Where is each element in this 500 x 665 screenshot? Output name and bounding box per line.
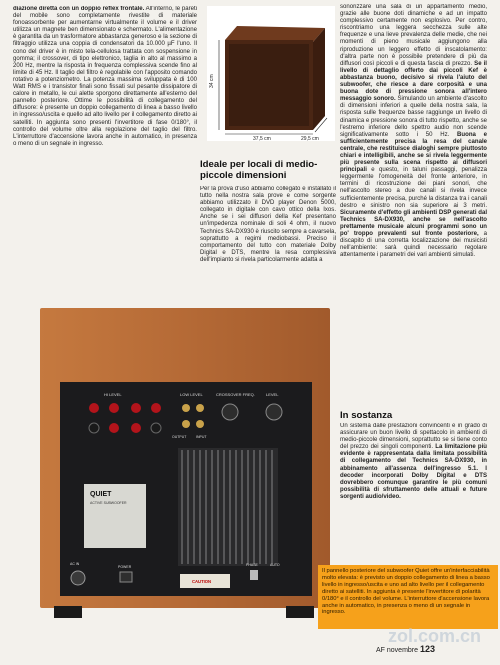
rear-panel-svg — [40, 308, 330, 623]
dim-depth-label: 29,5 cm — [301, 136, 319, 141]
right-p3: Simulando un ambiente d'ascolto di dimensioni inferiori a quelle della nostra sala, la risposta sulle frequenze basse raggiunge un livello di dinamica e pressione sonora di tutto rispetto, anche se l'estremo inferiore dello spettro audio non scende significativamente sotto i 50 Hz. — [340, 96, 487, 138]
subwoofer-dimension-svg — [207, 6, 335, 141]
panel-label-output: OUTPUT — [172, 435, 187, 439]
level-knob[interactable] — [266, 404, 282, 420]
panel-label-ac-in: AC IN — [70, 562, 80, 566]
panel-label-level: LEVEL — [266, 392, 279, 397]
panel-label-low-level: LOW LEVEL — [180, 392, 203, 397]
conclusion-text — [340, 423, 487, 563]
page-footer — [376, 644, 435, 654]
panel-label-power: POWER — [118, 565, 132, 569]
right-p5: e questo, in taluni passaggi, penalizza leggermente l'omogeneità del fronte anteriore, in termini di ricostruzione dei piani sonori, che nell'ascolto stereo a due canali si rivela invece sufficientemente precisa, purché la distanza tra i canali destro e sinistro non sia superiore ai 3 metri. — [340, 167, 487, 209]
subwoofer-rear-photo — [40, 308, 330, 623]
panel-label-auto: AUTO — [270, 563, 280, 567]
watermark: zol.com.cn — [388, 626, 482, 646]
brand-label: QUIET — [90, 491, 112, 498]
right-p6-bold: Sicuramente d'effetto gli ambienti DSP generati dal Technics SA-DX930, anche se nell'ascolto prettamente musicale alcuni programmi sono un po' troppo prevalenti sul fronte posteriore, — [340, 209, 487, 237]
middle-column-text: Per la prova d'uso abbiamo collegato e installato il tutto nella nostra sala prove e come sorgente abbiamo utilizzato il DVD player Denon 5000, collegato in digitale con cavo ottico della Ixos. Anche se i sei diffusori della Kef presentano un'impedenza nominale di soli 4 ohm, il nuovo Technics SA-DX930 è riuscito sempre a cavarsela, soprattutto a regimi mediobassi. Preciso il comportamento del tutto con materiale Dolby Digital e DTS, mentre la resa complessiva dell'impianto si rivela particolarmente adatta a — [200, 186, 336, 263]
right-p4-bold: Buona e sufficientemente precisa la resa del canale centrale, che restituisce dialoghi sempre piuttosto chiari e intelligibili, anche se si rivela leggermente più presente sulla scena rispetto ai diffusori principali — [340, 131, 487, 174]
power-inlet[interactable] — [71, 571, 85, 585]
dim-height-label: 34 cm — [209, 74, 215, 88]
right-p7: a discapito di una corretta localizzazione dei musicisti nell'ambiente: sarà quindi necessario regolare attentamente i parametri dei vari ambienti simulati. — [340, 231, 487, 259]
dim-width-label: 37,5 cm — [253, 136, 271, 141]
model-label: ACTIVE SUBWOOFER — [90, 501, 127, 505]
right-column-text — [340, 4, 487, 369]
subwoofer-dimension-figure — [207, 6, 335, 141]
section-heading-in-sostanza: In sostanza — [340, 410, 393, 421]
photo-caption: Il pannello posteriore del subwoofer Quiet offre un'interfacciabilità molto elevata: è previsto un doppio collegamento di linea a basso livello in ingresso/uscita e uno ad alto livello per il collegamento diretto ai satelliti. In aggiunta è presente l'invertitore di polarità 0/180° e il controllo del volume. L'interruttore d'accensione lavora anche in automatico, in presenza o meno di un segnale in ingresso. — [318, 565, 498, 629]
crossover-knob[interactable] — [222, 404, 238, 420]
power-switch[interactable] — [120, 572, 132, 582]
conclusion-p1: Un sistema dalle prestazioni convincenti e in grado di assicurare un buon livello di spettacolo in ambienti di medio-piccole dimensioni, soprattutto se si tiene conto del prezzo dei singoli componenti. — [340, 423, 487, 451]
panel-label-input: INPUT — [196, 435, 207, 439]
page-number: 123 — [419, 644, 436, 654]
left-column-text — [13, 6, 197, 298]
heatsink — [178, 448, 278, 566]
left-lead-bold: diazione diretta con un doppio reflex frontale. — [13, 6, 145, 12]
panel-label-hi-level: HI LEVEL — [104, 392, 122, 397]
left-body: All'interno, le pareti del mobile sono completamente rivestite di materiale fonoassorbente per aumentarne virtualmente il volume e il driver utilizza un magnete ben dimensionato e schermato. L'alimentazione è garantita da un trasformatore abbastanza generoso e la sezione di filtraggio utilizza una coppia di condensatori da 10.000 µF l'uno. Il cono del driver è in misto tela-cellulosa trattata con sospensione in gomma; il crossover, di tipo elettronico, taglia in alto al massimo a 200 Hz, mentre la risposta in frequenza complessiva scende fino al limite di 45 Hz. Il taglio del filtro è regolabile con l'apposito comando rotativo a potenziometro. La potenza massima sviluppata è di 100 Watt RMS e i transistor finali sono fissati sul pesante dissipatore di calore in metallo, le cui alette sporgono direttamente all'esterno del pannello posteriore. Ottime le possibilità di collegamento del diffusore: è presente un doppio collegamento di linea a basso livello in ingresso/uscita e quello ad alto livello per il collegamento diretto ai satelliti. In aggiunta sono presenti l'invertitore di fase 0/180°, il controllo del volume oltre alla regolazione del taglio del filtro. L'interruttore d'accensione lavora anche in automatico, in presenza o meno di un segnale in ingresso. — [13, 6, 197, 147]
right-p2-bold: Se il livello di dettaglio offerto dai piccoli Kef è abbastanza buono, decisivo si rivela l'aiuto del subwoofer, che riesce a dare corposità e una buona dote di pressione sonora all'intero messaggio sonoro. — [340, 60, 487, 103]
panel-label-crossover: CROSSOVER FREQ. — [216, 392, 255, 397]
phase-switch[interactable] — [250, 570, 258, 580]
footer-label: AF novembre — [376, 647, 419, 654]
right-p1: sonorizzare una sala di un appartamento medio, grazie alle buone doti dinamiche e ad un impatto complessivo certamente non esplosivo. Per contro, riscontriamo una leggera secchezza sulle alte frequenze e una lieve prevalenza delle medie, che nei momenti di pieno musicale aggiungono alla riproduzione un leggero effetto di inscatolamento: d'altra parte non è possibile pretendere di più da diffusori così piccoli e di questa fascia di prezzo. — [340, 4, 487, 67]
caution-label: CAUTION — [192, 579, 212, 584]
panel-label-phase: PHASE — [246, 563, 258, 567]
conclusion-p2-bold: La limitazione più evidente è rappresentata dalla limitata possibilità di collegamento del Technics SA-DX930, in abbinamento all'assenza dell'ingresso 5.1. I decoder incorporati Dolby Digital e DTS dovrebbero comunque garantire le più comuni possibilità di sfruttamento delle attuali e future sorgenti audio/video. — [340, 444, 487, 500]
section-heading-ideale: Ideale per locali di medio-piccole dimensioni — [200, 159, 318, 181]
